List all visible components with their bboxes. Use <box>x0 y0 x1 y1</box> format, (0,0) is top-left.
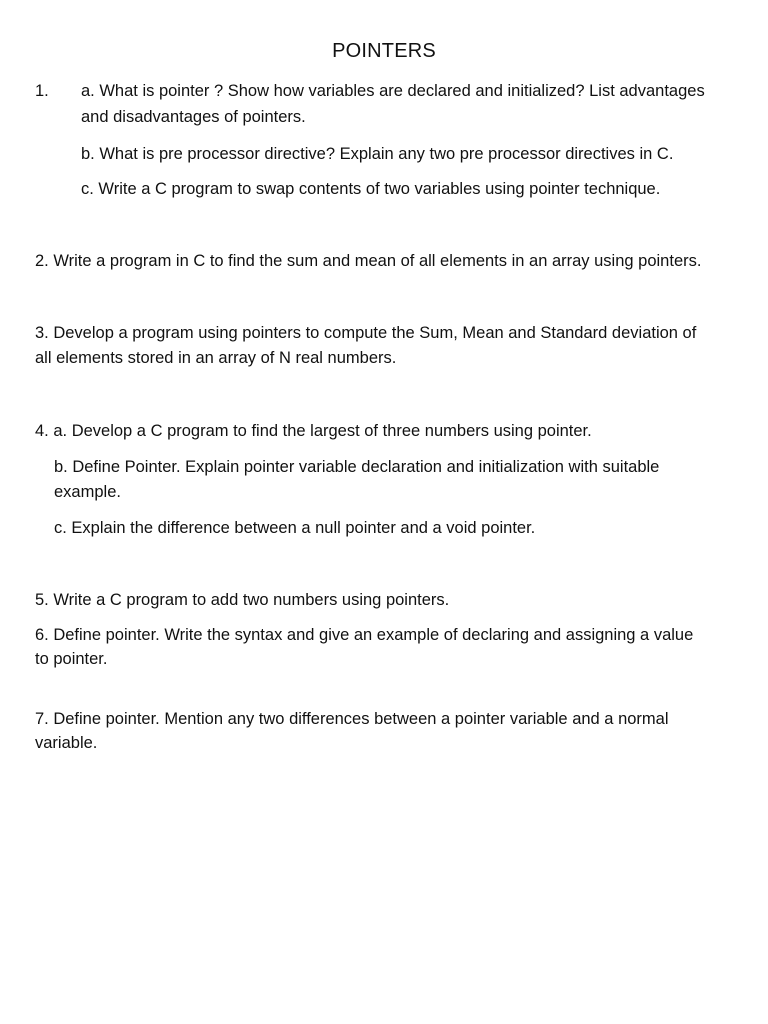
question-6-line-1: 6. Define pointer. Write the syntax and give an example of declaring and assigning a value <box>35 626 694 644</box>
question-1c: c. Write a C program to swap contents of two variables using pointer technique. <box>81 180 661 198</box>
question-3-line-1: 3. Develop a program using pointers to compute the Sum, Mean and Standard deviation of <box>35 324 697 342</box>
question-7-line-2: variable. <box>35 734 98 752</box>
question-1a-line-1: a. What is pointer ? Show how variables are declared and initialized? List advantages <box>81 82 705 100</box>
question-7-line-1: 7. Define pointer. Mention any two differences between a pointer variable and a normal <box>35 710 669 728</box>
question-1-number: 1. <box>35 82 49 100</box>
question-4c: c. Explain the difference between a null pointer and a void pointer. <box>54 519 536 537</box>
question-1a-line-2: and disadvantages of pointers. <box>81 108 306 126</box>
question-4b-line-1: b. Define Pointer. Explain pointer variable declaration and initialization with suitable <box>54 458 660 476</box>
question-4a: 4. a. Develop a C program to find the largest of three numbers using pointer. <box>35 422 592 440</box>
question-2: 2. Write a program in C to find the sum and mean of all elements in an array using pointers. <box>35 252 702 270</box>
question-4b-line-2: example. <box>54 483 121 501</box>
question-5: 5. Write a C program to add two numbers using pointers. <box>35 591 450 609</box>
question-6-line-2: to pointer. <box>35 650 108 668</box>
question-3-line-2: all elements stored in an array of N real numbers. <box>35 349 397 367</box>
page-title: POINTERS <box>332 40 436 62</box>
question-1b: b. What is pre processor directive? Explain any two pre processor directives in C. <box>81 145 674 163</box>
